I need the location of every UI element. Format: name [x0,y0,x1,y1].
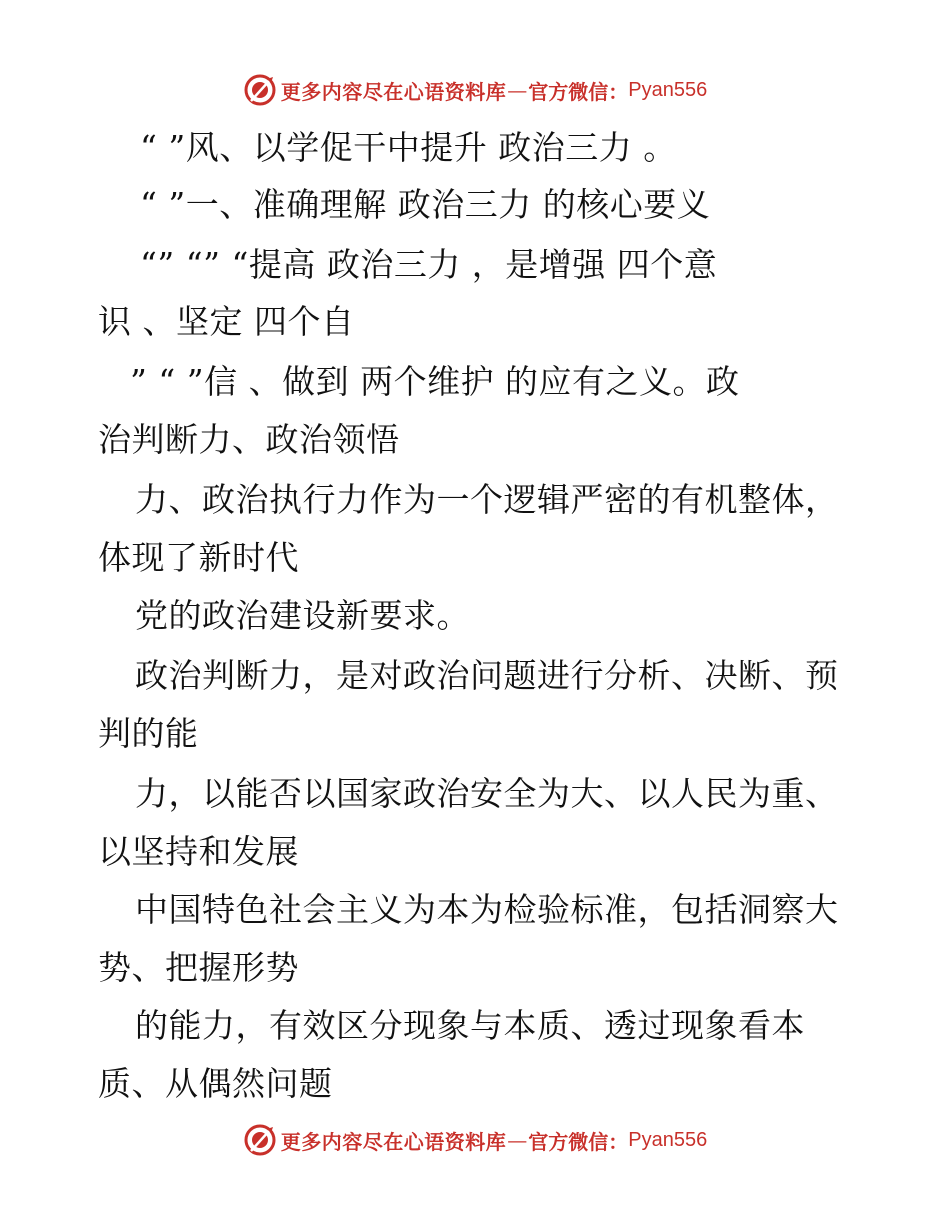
text-line: “ ”一、准确理解 政治三力 的核心要义 [140,185,711,224]
banner-wechat-label: 官方微信： [528,1129,629,1154]
text-line: 以坚持和发展 [98,832,299,871]
text-line: 治判断力、政治领悟 [98,420,400,459]
banner-wechat-id: Pyan556 [628,1128,708,1151]
text-line: 中国特色社会主义为本为检验标准，包括洞察大 [135,890,839,929]
banner-text: 更多内容尽在心语资料库 [280,79,507,104]
header-banner [0,70,950,110]
text-line: 势、把握形势 [98,948,299,987]
banner-separator: — [507,1128,528,1152]
text-line: “ ”风、以学促干中提升 政治三力 。 [140,128,677,167]
text-line: 政治判断力，是对政治问题进行分析、决断、预 [135,656,839,695]
text-line: 判的能 [98,714,199,753]
text-line: 的能力，有效区分现象与本质、透过现象看本 [135,1006,805,1045]
pen-seal-icon [243,1123,277,1157]
text-line: 识 、坚定 四个自 [98,302,355,341]
banner-wechat-label: 官方微信： [528,79,629,104]
pen-seal-icon [243,73,277,107]
text-line: 力、政治执行力作为一个逻辑严密的有机整体， [135,480,839,519]
text-line: 体现了新时代 [98,538,299,577]
banner-text: 更多内容尽在心语资料库 [280,1129,507,1154]
text-line: 质、从偶然问题 [98,1064,333,1103]
text-line: 党的政治建设新要求。 [135,596,470,635]
banner-separator: — [507,78,528,102]
text-line: ” “ ”信 、做到 两个维护 的应有之义。政 [130,362,740,401]
text-line: 力，以能否以国家政治安全为大、以人民为重、 [135,774,839,813]
banner-wechat-id: Pyan556 [628,78,708,101]
text-line: “” “” “提高 政治三力 ，是增强 四个意 [140,245,718,284]
footer-banner [0,1120,950,1160]
